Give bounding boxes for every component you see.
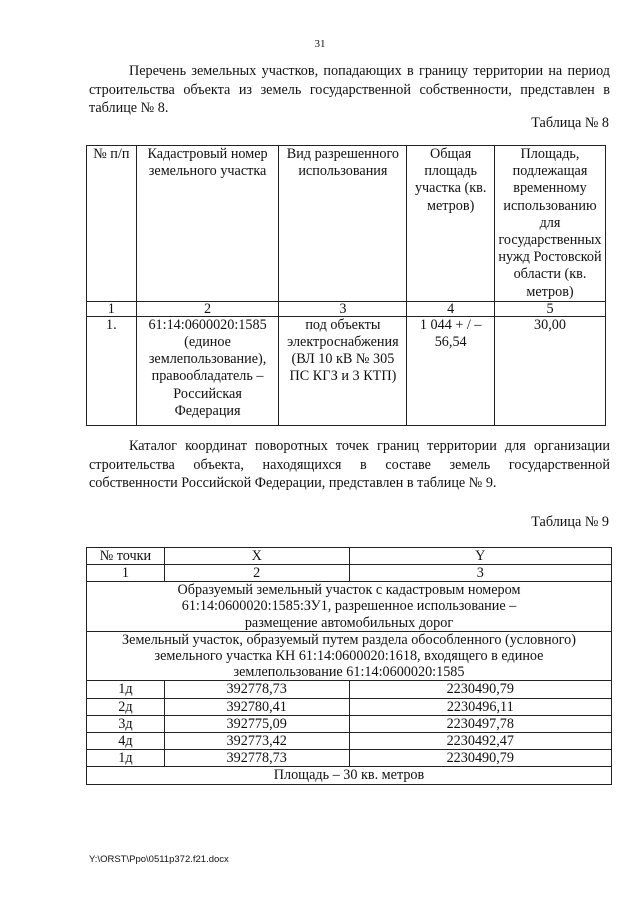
col-number: 3: [279, 301, 407, 316]
table9-header-row: [87, 548, 612, 565]
header-temporary-area: Площадь, подлежащая временному использованию для государственных нужд Ростовской области (кв. метров): [495, 146, 606, 302]
intro-paragraph-table8: Перечень земельных участков, попадающих в границу территории на период строительства объекта из земель государственной собственности, представлен в таблице № 8.: [89, 63, 610, 116]
col-number: 3: [349, 565, 611, 582]
x-coordinate: 392773,42: [164, 733, 349, 750]
table-row: [87, 681, 612, 698]
table8-caption: Таблица № 8: [531, 115, 609, 131]
section-title: Земельный участок, образуемый путем раздела обособленного (условного) земельного участка КН 61:14:0600020:1618, входящего в единое землепользование 61:14:0600020:1585: [87, 631, 612, 681]
table8-column-numbers: [87, 301, 606, 316]
point-number: 1д: [87, 681, 165, 698]
header-cadastral-number: Кадастровый номер земельного участка: [136, 146, 279, 302]
header-permitted-use: Вид разрешенного использования: [279, 146, 407, 302]
col-number: 2: [136, 301, 279, 316]
section-row-subplot: [87, 631, 612, 681]
intro-paragraph-table9: Каталог координат поворотных точек границ территории для организации строительства объекта, находящихся в составе земель государственной собственности Российской Федерации, представлен в таблице № 9.: [89, 438, 610, 491]
y-coordinate: 2230490,79: [349, 681, 611, 698]
section-title: Образуемый земельный участок с кадастровым номером 61:14:0600020:1585:ЗУ1, разрешенное использование – размещение автомобильных дорог: [87, 582, 612, 632]
col-number: 1: [87, 565, 165, 582]
table-row: [87, 750, 612, 767]
table-row: [87, 316, 606, 425]
x-coordinate: 392775,09: [164, 715, 349, 732]
table-row: [87, 733, 612, 750]
col-number: 1: [87, 301, 137, 316]
land-plots-table: [86, 145, 606, 426]
temporary-area-cell: 30,00: [495, 316, 606, 425]
cadastral-number-cell: 61:14:0600020:1585 (единое землепользование), правообладатель – Российская Федерация: [136, 316, 279, 425]
table9-caption: Таблица № 9: [531, 514, 609, 530]
row-number: 1.: [87, 316, 137, 425]
section-row-plot: [87, 582, 612, 632]
col-number: 5: [495, 301, 606, 316]
permitted-use-cell: под объекты электроснабжения (ВЛ 10 кВ № 305 ПС КГЗ и 3 КТП): [279, 316, 407, 425]
col-number: 2: [164, 565, 349, 582]
x-coordinate: 392780,41: [164, 698, 349, 715]
coordinates-table: [86, 547, 612, 785]
header-point-number: № точки: [87, 548, 165, 565]
total-area-cell: 1 044 + / – 56,54: [407, 316, 495, 425]
table9-column-numbers: [87, 565, 612, 582]
point-number: 2д: [87, 698, 165, 715]
y-coordinate: 2230496,11: [349, 698, 611, 715]
x-coordinate: 392778,73: [164, 681, 349, 698]
header-x: X: [164, 548, 349, 565]
area-row: [87, 767, 612, 784]
file-path-footer: Y:\ORST\Ppo\0511p372.f21.docx: [89, 854, 229, 865]
table-row: [87, 698, 612, 715]
point-number: 1д: [87, 750, 165, 767]
y-coordinate: 2230490,79: [349, 750, 611, 767]
table-row: [87, 715, 612, 732]
point-number: 4д: [87, 733, 165, 750]
header-number: № п/п: [87, 146, 137, 302]
table8-header-row: [87, 146, 606, 302]
point-number: 3д: [87, 715, 165, 732]
y-coordinate: 2230497,78: [349, 715, 611, 732]
col-number: 4: [407, 301, 495, 316]
header-total-area: Общая площадь участка (кв. метров): [407, 146, 495, 302]
x-coordinate: 392778,73: [164, 750, 349, 767]
area-total: Площадь – 30 кв. метров: [87, 767, 612, 784]
y-coordinate: 2230492,47: [349, 733, 611, 750]
page-number: 31: [314, 38, 326, 50]
header-y: Y: [349, 548, 611, 565]
